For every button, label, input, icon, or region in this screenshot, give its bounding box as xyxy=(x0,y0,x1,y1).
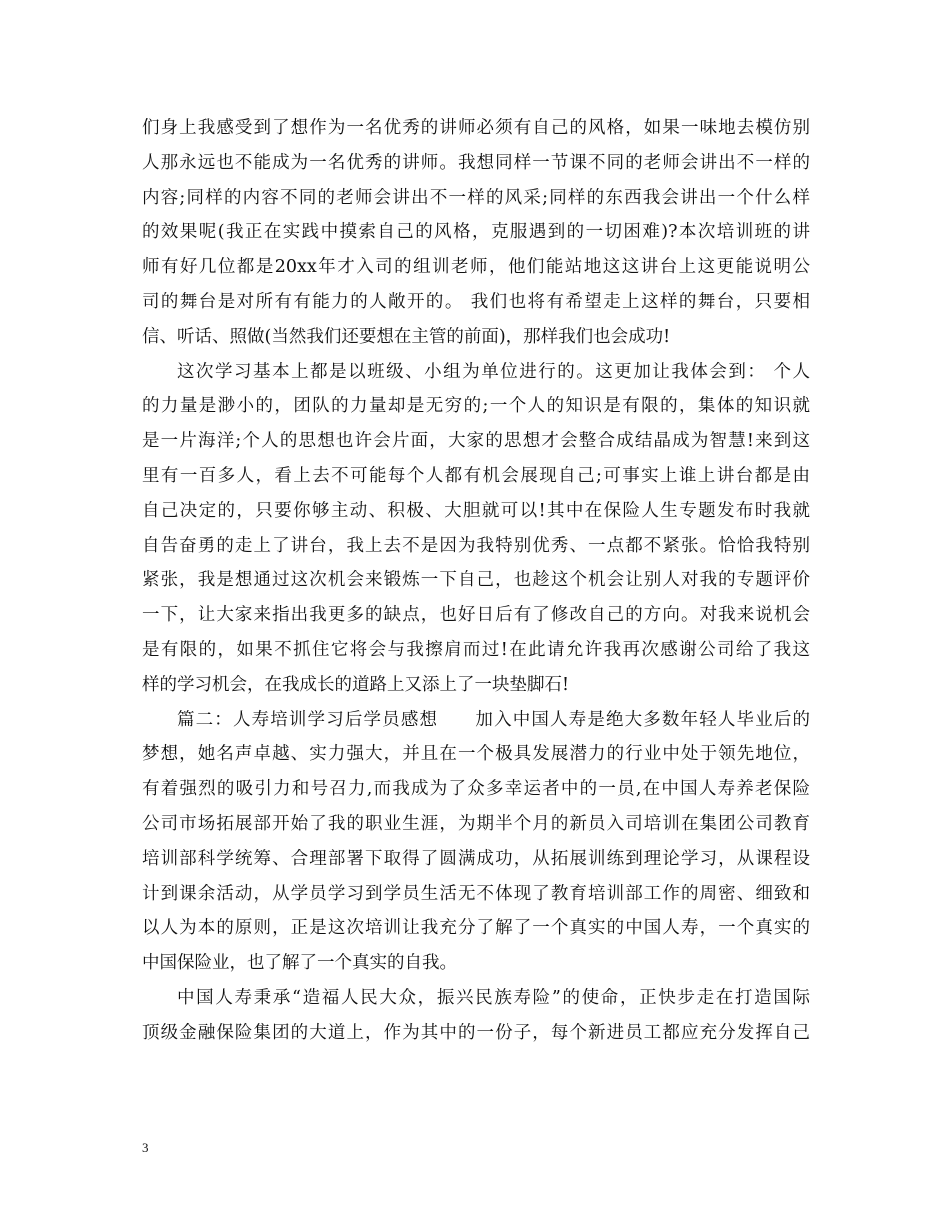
text-line: 计到课余活动，从学员学习到学员生活无不体现了教育培训部工作的周密、细致和 xyxy=(142,883,810,904)
text-line: 人那永远也不能成为一名优秀的讲师。我想同样一节课不同的老师会讲出不一样的 xyxy=(142,152,810,173)
text-line: 中国人寿秉承“造福人民大众，振兴民族寿险”的使命，正快步走在打造国际 xyxy=(177,987,810,1008)
text-line: 们身上我感受到了想作为一名优秀的讲师必须有自己的风格，如果一味地去模仿别 xyxy=(142,118,810,138)
text-line: 中国保险业，也了解了一个真实的自我。 xyxy=(142,953,457,974)
text-line: 的力量是渺小的，团队的力量却是无穷的;一个人的知识是有限的，集体的知识就 xyxy=(142,396,810,417)
text-line: 一下，让大家来指出我更多的缺点，也好日后有了修改自己的方向。对我来说机会 xyxy=(142,605,810,626)
text-line: 是有限的，如果不抓住它将会与我擦肩而过!在此请允许我再次感谢公司给了我这 xyxy=(142,639,810,660)
text-line: 公司市场拓展部开始了我的职业生涯，为期半个月的新员入司培训在集团公司教育 xyxy=(142,813,810,834)
text-line: 师有好几位都是20xx年才入司的组训老师，他们能站地这这讲台上这更能说明公 xyxy=(142,257,810,278)
text-line: 信、听话、照做(当然我们还要想在主管的前面)，那样我们也会成功! xyxy=(142,326,671,347)
text-line: 以人为本的原则，正是这次培训让我充分了解了一个真实的中国人寿，一个真实的 xyxy=(142,918,810,939)
text-line: 这次学习基本上都是以班级、小组为单位进行的。这更加让我体会到： 个人 xyxy=(177,361,810,382)
text-line: 司的舞台是对所有有能力的人敞开的。 我们也将有希望走上这样的舞台，只要相 xyxy=(142,291,810,312)
text-line: 顶级金融保险集团的大道上，作为其中的一份子，每个新进员工都应充分发挥自己 xyxy=(142,1022,810,1043)
text-line: 有着强烈的吸引力和号召力,而我成为了众多幸运者中的一员,在中国人寿养老保险 xyxy=(142,779,810,800)
text-line: 是一片海洋;个人的思想也许会片面，大家的思想才会整合成结晶成为智慧!来到这 xyxy=(142,431,810,452)
text-line: 紧张，我是想通过这次机会来锻炼一下自己，也趁这个机会让别人对我的专题评价 xyxy=(142,570,810,591)
text-line: 梦想，她名声卓越、实力强大，并且在一个极具发展潜力的行业中处于领先地位， xyxy=(142,744,810,765)
text-line: 自己决定的，只要你够主动、积极、大胆就可以!其中在保险人生专题发布时我就 xyxy=(142,500,810,521)
text-line: 篇二：人寿培训学习后学员感想 加入中国人寿是绝大多数年轻人毕业后的 xyxy=(177,709,810,730)
text-line: 内容;同样的内容不同的老师会讲出不一样的风采;同样的东西我会讲出一个什么样 xyxy=(142,187,810,208)
text-line: 样的学习机会，在我成长的道路上又添上了一块垫脚石! xyxy=(142,674,570,695)
body-text xyxy=(142,111,810,1051)
text-line: 培训部科学统筹、合理部署下取得了圆满成功，从拓展训练到理论学习，从课程设 xyxy=(142,848,810,869)
page-number: 3 xyxy=(142,1140,149,1155)
text-line: 里有一百多人，看上去不可能每个人都有机会展现自己;可事实上谁上讲台都是由 xyxy=(142,465,810,486)
text-line: 自告奋勇的走上了讲台，我上去不是因为我特别优秀、一点都不紧张。恰恰我特别 xyxy=(142,535,810,556)
text-line: 的效果呢(我正在实践中摸索自己的风格，克服遇到的一切困难)?本次培训班的讲 xyxy=(142,222,810,243)
